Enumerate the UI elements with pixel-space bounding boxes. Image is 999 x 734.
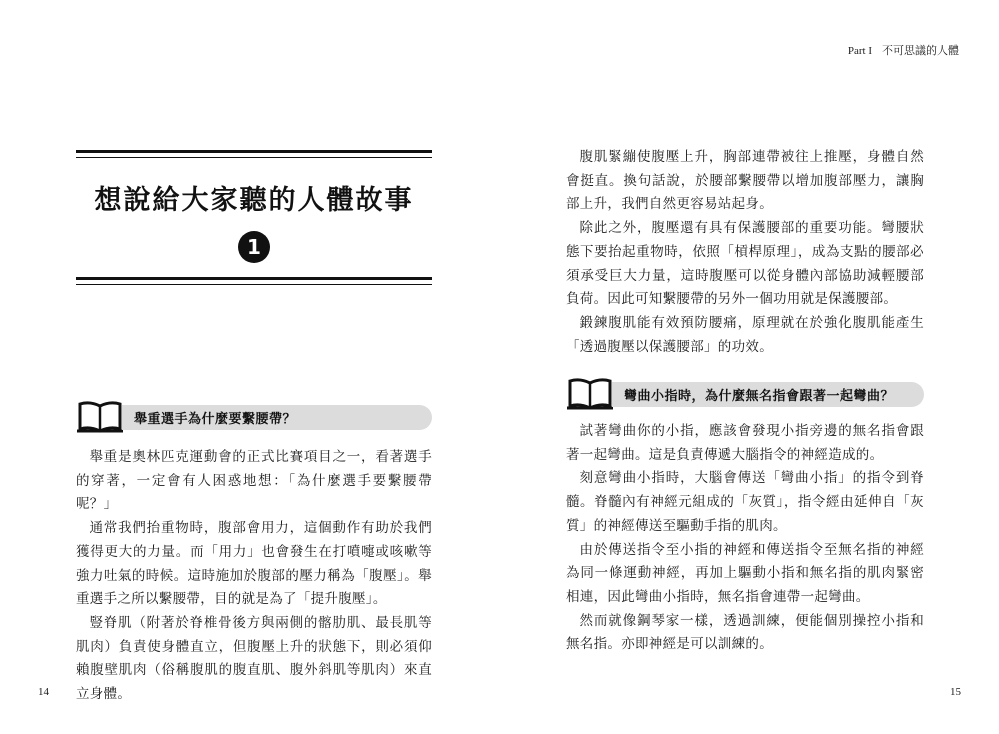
right-body-top — [566, 146, 924, 359]
title-rule-bottom-thin — [76, 284, 432, 285]
page-number-left: 14 — [38, 686, 49, 698]
title-rule-top-thin — [76, 157, 432, 158]
title-rule-top — [76, 150, 432, 153]
section-heading-text: 彎曲小指時，為什麼無名指會跟著一起彎曲？ — [612, 382, 924, 407]
chapter-number-badge: 1 — [238, 231, 270, 263]
paragraph: 豎脊肌（附著於脊椎骨後方與兩側的髂肋肌、最長肌等肌肉）負責使身體直立，但腹壓上升的狀態下，則必須仰賴腹壁肌肉（俗稱腹肌的腹直肌、腹外斜肌等肌肉）來直立身體。 — [76, 614, 432, 703]
running-header — [848, 42, 959, 58]
paragraph: 鍛鍊腹肌能有效預防腰痛，原理就在於強化腹肌能產生「透過腹壓以保護腰部」的功效。 — [566, 314, 924, 355]
paragraph: 舉重是奧林匹克運動會的正式比賽項目之一，看著選手的穿著，一定會有人困惑地想：「為什麼選手要繫腰帶呢？」 — [76, 449, 432, 513]
paragraph: 然而就像鋼琴家一樣，透過訓練，便能個別操控小指和無名指。亦即神經是可以訓練的。 — [566, 612, 924, 653]
paragraph: 由於傳送指令至小指的神經和傳送指令至無名指的神經為同一條運動神經，再加上驅動小指和無名指的肌肉緊密相連，因此彎曲小指時，無名指會連帶一起彎曲。 — [566, 541, 924, 605]
section-heading-text: 舉重選手為什麼要繫腰帶？ — [122, 405, 432, 430]
page-number-right: 15 — [950, 686, 961, 698]
paragraph: 腹肌緊繃使腹壓上升，胸部連帶被往上推壓，身體自然會挺直。換句話說，於腰部繫腰帶以增加腹部壓力，讓胸部上升，我們自然更容易站起身。 — [566, 149, 924, 213]
section-heading-left — [76, 400, 432, 434]
chapter-title-block — [76, 150, 432, 285]
paragraph: 除此之外，腹壓還有具有保護腰部的重要功能。彎腰狀態下要抬起重物時，依照「槓桿原理」，成為支點的腰部必須承受巨大力量，這時腹壓可以從身體內部協助減輕腰部負荷。因此可知繫腰帶的另外一個功用就是保護腰部。 — [566, 220, 924, 308]
running-header-chapter: 不可思議的人體 — [882, 44, 959, 57]
left-body — [76, 446, 432, 707]
paragraph: 刻意彎曲小指時，大腦會傳送「彎曲小指」的指令到脊髓。脊髓內有神經元組成的「灰質」，指令經由延伸自「灰質」的神經傳送至驅動手指的肌肉。 — [566, 470, 924, 534]
open-book-icon — [566, 377, 614, 411]
right-body-bottom — [566, 420, 924, 657]
chapter-title: 想說給大家聽的人體故事 — [94, 185, 414, 216]
paragraph: 通常我們抬重物時，腹部會用力，這個動作有助於我們獲得更大的力量。而「用力」也會發生在打噴嚏或咳嗽等強力吐氣的時候。這時施加於腹部的壓力稱為「腹壓」。舉重選手之所以繫腰帶，目的就是為了「提升腹壓」。 — [76, 520, 432, 608]
open-book-icon — [76, 400, 124, 434]
section-heading-right — [566, 377, 924, 411]
running-header-part: Part I — [847, 45, 872, 57]
paragraph: 試著彎曲你的小指，應該會發現小指旁邊的無名指會跟著一起彎曲。這是負責傳遞大腦指令的神經造成的。 — [566, 423, 924, 463]
title-rule-bottom — [76, 277, 432, 280]
